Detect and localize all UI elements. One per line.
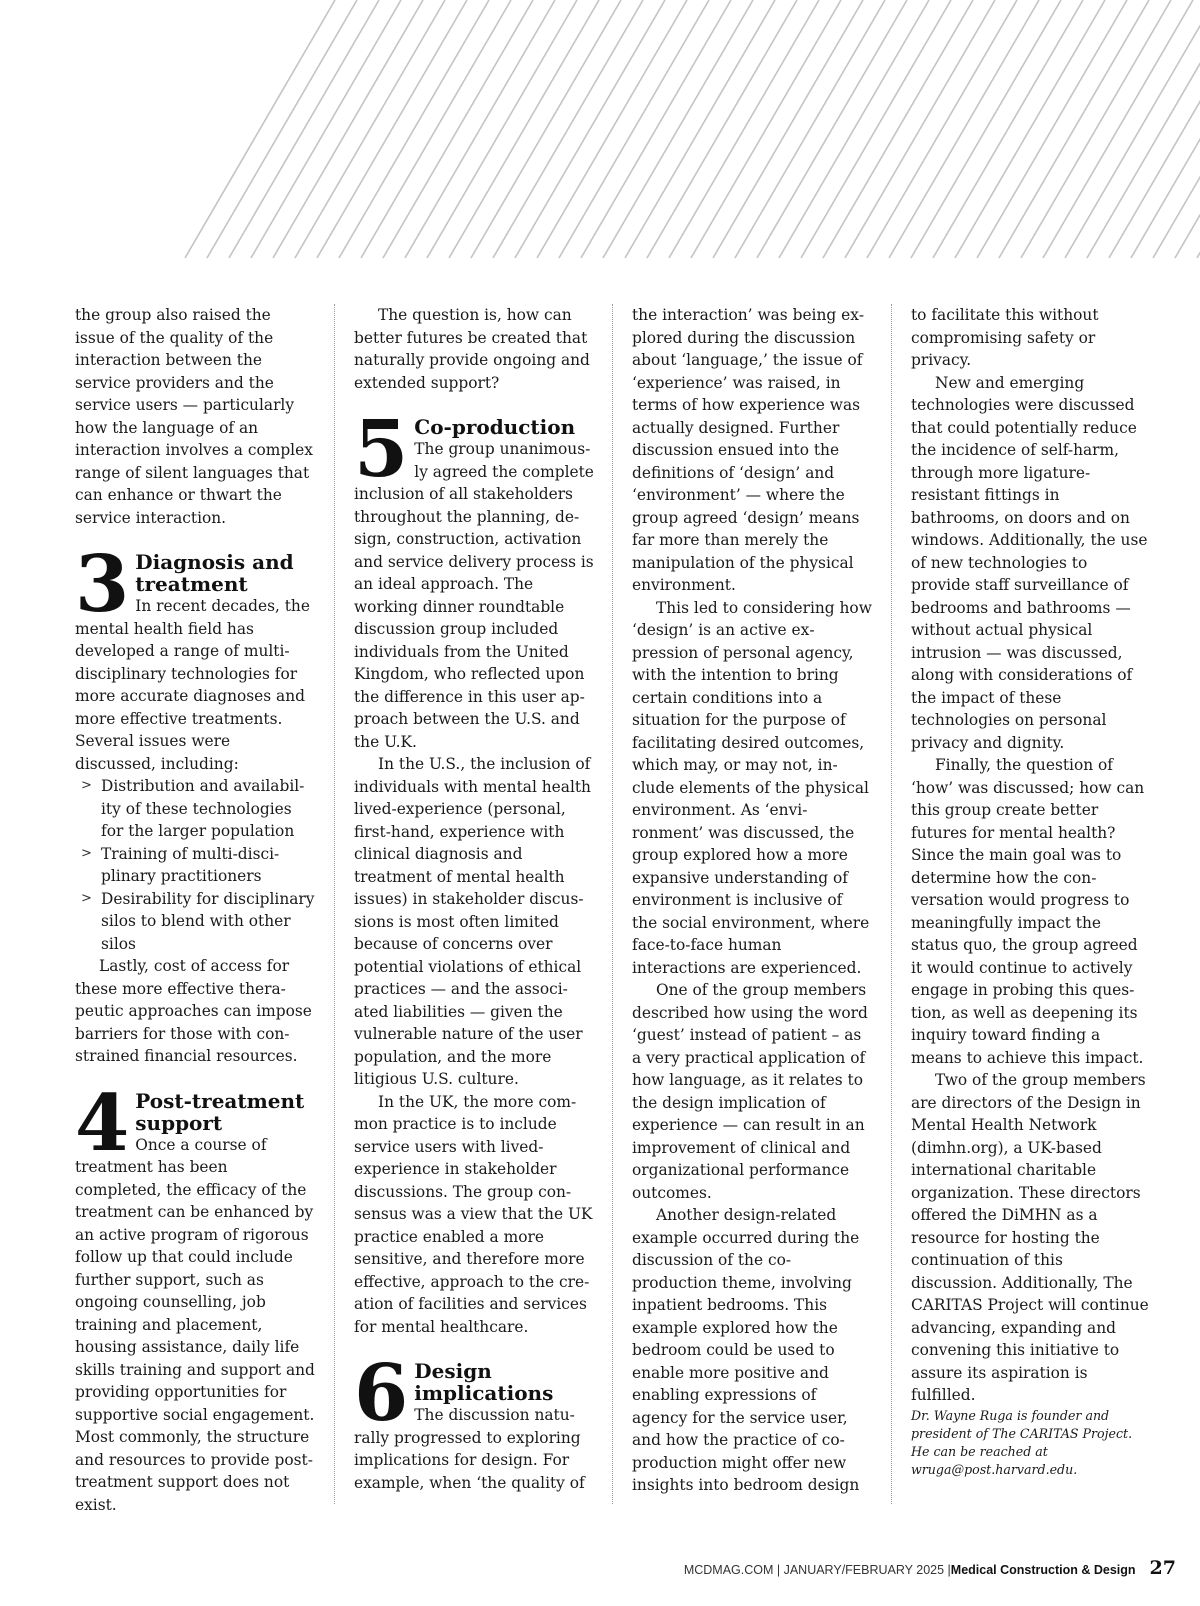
paragraph: Two of the group members are directors of the Design in Mental Health Network (dimhn.org), a UK-based international charitable organization. These directors offered the DiMHN as a resource for hosting the continuation of this discussion. Additionally, The CARITAS Project will continue advancing, expanding and convening this initiative to assure its aspiration is fulfilled. xyxy=(911,1071,1149,1404)
paragraph: The question is, how can better futures be created that naturally provide ongoing and extended support? xyxy=(354,306,590,392)
hatch-line xyxy=(185,0,335,258)
hatch-line xyxy=(1065,0,1200,258)
list-item: > Training of multi-disciplinary practitioners xyxy=(75,843,315,888)
section-3 xyxy=(75,551,315,1068)
paragraph: to facilitate this without compromising safety or privacy. xyxy=(911,306,1099,369)
paragraph: In recent decades, the mental health field has developed a range of multidisciplinary technologies for more accurate diagnoses and more effective treatments. Several issues were discussed, including: xyxy=(75,597,310,773)
hatch-line xyxy=(933,0,1083,258)
footer-site: MCDMAG.COM | JANUARY/FEBRUARY 2025 | xyxy=(683,1563,951,1577)
hatch-line xyxy=(317,0,467,258)
hatch-line xyxy=(603,0,753,258)
hatch-line xyxy=(427,0,577,258)
page-number: 27 xyxy=(1149,1557,1176,1579)
column-divider xyxy=(891,304,892,1504)
bullet-list xyxy=(75,775,315,955)
hatch-line xyxy=(955,0,1105,258)
hatch-line xyxy=(999,0,1149,258)
hatch-line xyxy=(889,0,1039,258)
hatch-line xyxy=(537,0,687,258)
paragraph: In the UK, the more common practice is to include service users with lived-experience in stakeholder discussions. The group consensus was a view that the UK practice enabled a more sensitive, and therefore more effective, approach to the creation of facilities and services for mental healthcare. xyxy=(354,1092,593,1336)
hatch-line xyxy=(757,0,907,258)
paragraph: The group unanimously agreed the complete inclusion of all stakeholders throughout the planning, design, construction, activation and service delivery process is an ideal approach. The working dinner roundtable discussion group included individuals from the United Kingdom, who reflected upon the difference in this user approach between the U.S. and the U.K. xyxy=(354,440,594,751)
hatch-line xyxy=(295,0,445,258)
paragraph: New and emerging technologies were discussed that could potentially reduce the incidence of self-harm, through more ligature-resistant fittings in bathrooms, on doors and on windows. Additionally, the use of new technologies to provide staff surveillance of bedrooms and bathrooms — without actual physical intrusion — was discussed, along with considerations of the impact of these technologies on personal privacy and dignity. xyxy=(911,373,1148,752)
hatch-line xyxy=(581,0,731,258)
author-bio: Dr. Wayne Ruga is founder and president of The CARITAS Project. He can be reached at wruga@post.harvard.edu. xyxy=(911,1407,1133,1477)
hatch-line xyxy=(911,0,1061,258)
section-title: Co-production xyxy=(414,416,576,439)
hatch-line xyxy=(1021,0,1171,258)
section-title: Post-treatment support xyxy=(135,1089,305,1135)
hatch-line xyxy=(1131,0,1200,258)
column-3 xyxy=(632,304,872,1497)
section-number: 6 xyxy=(354,1360,409,1439)
paragraph: Finally, the question of ‘how’ was discussed; how can this group create better futures for mental health? Since the main goal was to determine how the conversation would progress to meaningfully impact the status quo, the group agreed it would continue to actively engage in probing this question, as well as deepening its inquiry toward finding a means to achieve this impact. xyxy=(911,756,1145,1067)
hatch-line xyxy=(493,0,643,258)
hatch-line xyxy=(735,0,885,258)
hatch-line xyxy=(229,0,379,258)
footer-magazine: Medical Construction & Design xyxy=(950,1563,1136,1577)
column-divider xyxy=(612,304,613,1504)
section-6 xyxy=(354,1360,594,1494)
section-5 xyxy=(354,416,594,1338)
column-divider xyxy=(334,304,335,1504)
paragraph: the group also raised the issue of the quality of the interaction between the service providers and the service users — particularly how the language of an interaction involves a complex range of silent languages that can enhance or thwart the service interaction. xyxy=(75,306,313,527)
hatch-line xyxy=(669,0,819,258)
page-footer xyxy=(684,1557,1176,1579)
hatch-line xyxy=(1175,0,1200,258)
paragraph: Lastly, cost of access for these more effective therapeutic approaches can impose barriers for those with constrained financial resources. xyxy=(75,957,312,1065)
diagonal-hatch-decoration xyxy=(0,0,1200,265)
hatch-line xyxy=(713,0,863,258)
section-title: Diagnosis and treatment xyxy=(135,551,294,596)
hatch-line xyxy=(339,0,489,258)
hatch-line xyxy=(647,0,797,258)
column-1 xyxy=(75,304,315,1516)
paragraph: The discussion naturally progressed to exploring implications for design. For example, when ‘the quality of xyxy=(354,1406,585,1492)
paragraph: Once a course of treatment has been completed, the efficacy of the treatment can be enhanced by an active program of rigorous follow up that could include further support, such as ongoing counselling, job training and placement, housing assistance, daily life skills training and support and providing opportunities for supportive social engagement. Most commonly, the structure and resources to provide post-treatment support does not exist. xyxy=(75,1135,315,1514)
section-number: 4 xyxy=(75,1089,130,1169)
hatch-line xyxy=(845,0,995,258)
hatch-line xyxy=(273,0,423,258)
list-item: > Desirability for disciplinary silos to blend with other silos xyxy=(75,888,315,956)
hatch-line xyxy=(779,0,929,258)
hatch-line xyxy=(559,0,709,258)
hatch-line xyxy=(449,0,599,258)
hatch-line xyxy=(471,0,621,258)
section-number: 5 xyxy=(354,416,409,495)
column-2 xyxy=(354,304,594,1494)
hatch-line xyxy=(207,0,357,258)
hatch-line xyxy=(361,0,511,258)
paragraph: In the U.S., the inclusion of individuals with mental health lived-experience (personal, first-hand, experience with clinical diagnosis and treatment of mental health issues) in stakeholder discussions is most often limited because of concerns over potential violations of ethical practices — and the associated liabilities — given the vulnerable nature of the user population, and the more litigious U.S. culture. xyxy=(354,755,591,1088)
hatch-line xyxy=(251,0,401,258)
hatch-line xyxy=(867,0,1017,258)
section-number: 3 xyxy=(75,551,130,630)
paragraph: This led to considering how ‘design’ is an active expression of personal agency, with the intention to bring certain conditions into a situation for the purpose of facilitating desired outcomes, which may, or may not, include elements of the physical environment. As ‘environment’ was discussed, the group explored how a more expansive understanding of environment is inclusive of the social environment, where face-to-face human interactions are experienced. xyxy=(632,598,872,977)
hatch-line xyxy=(691,0,841,258)
hatch-line xyxy=(515,0,665,258)
list-item: > Distribution and availability of these technologies for the larger population xyxy=(75,775,315,843)
column-4 xyxy=(911,304,1151,1479)
paragraph: One of the group members described how using the word ‘guest’ instead of patient – as a very practical application of how language, as it relates to the design implication of experience — can result in an improvement of clinical and organizational performance outcomes. xyxy=(632,981,868,1202)
hatch-line xyxy=(1109,0,1200,258)
hatch-line xyxy=(823,0,973,258)
paragraph: Another design-related example occurred during the discussion of the co-production theme, involving inpatient bedrooms. This example explored how the bedroom could be used to enable more positive and enabling expressions of agency for the service user, and how the practice of co-production might offer new insights into bedroom design xyxy=(632,1206,860,1494)
section-title: Design implications xyxy=(414,1360,554,1405)
hatch-line xyxy=(801,0,951,258)
hatch-line xyxy=(1043,0,1193,258)
section-4 xyxy=(75,1090,315,1517)
hatch-line xyxy=(383,0,533,258)
hatch-line xyxy=(625,0,775,258)
paragraph: the interaction’ was being explored during the discussion about ‘language,’ the issue of ‘experience’ was raised, in terms of how experience was actually designed. Further discussion ensued into the definitions of ‘design’ and ‘environment’ — where the group agreed ‘design’ means far more than merely the manipulation of the physical environment. xyxy=(632,306,865,594)
hatch-line xyxy=(977,0,1127,258)
hatch-line xyxy=(405,0,555,258)
